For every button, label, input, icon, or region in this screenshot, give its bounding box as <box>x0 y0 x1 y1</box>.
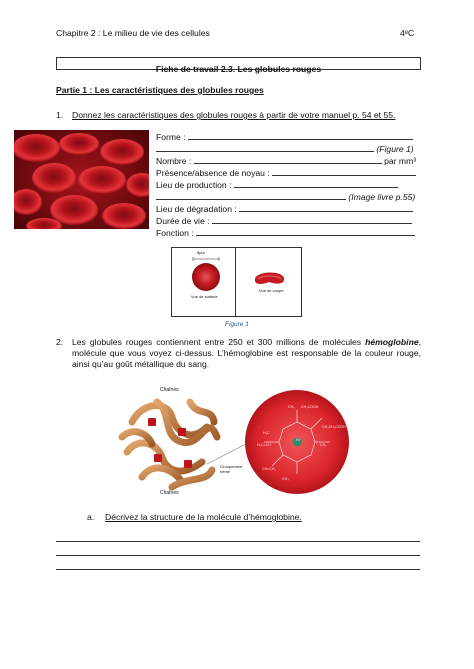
field-nombre <box>156 155 416 167</box>
field-degradation <box>156 203 413 215</box>
field-production <box>156 179 398 191</box>
svg-text:H₂C=CH: H₂C=CH <box>257 443 271 447</box>
figure-1-size-label: 8µm <box>197 250 205 255</box>
field-noyau <box>156 167 416 179</box>
field-forme-line[interactable] <box>188 131 413 140</box>
field-duree-label: Durée de vie : <box>156 216 210 226</box>
svg-text:CH₃: CH₃ <box>282 477 289 481</box>
hemoglobin-label-group: Groupement hème <box>220 464 243 474</box>
figure-1-cells <box>172 248 302 316</box>
field-degradation-line[interactable] <box>239 203 413 212</box>
field-noyau-line[interactable] <box>272 167 416 176</box>
question-2-text-after: , molécule que vous voyez ci-dessus. L’hémoglobine est responsable de la couleur rouge, ainsi qu’au goût métallique du sang. <box>72 337 421 369</box>
field-nombre-line[interactable] <box>194 155 382 164</box>
figure1-ref: (Figure 1) <box>376 144 414 154</box>
field-fonction-label: Fonction : <box>156 228 194 238</box>
question-2-emphasis: hémoglobine <box>365 337 419 347</box>
field-fonction <box>156 227 415 239</box>
figure-1 <box>171 247 302 317</box>
svg-text:CH=CH₂: CH=CH₂ <box>262 467 276 471</box>
figure-1-caption: Figure 1 <box>225 321 249 328</box>
field-forme-line-2[interactable] <box>156 143 374 152</box>
field-noyau-label: Présence/absence de noyau : <box>156 168 270 178</box>
svg-text:CH₂CH₂COOH: CH₂CH₂COOH <box>322 425 346 429</box>
hemoglobin-label-top: Chaînes <box>160 387 179 393</box>
field-production-label: Lieu de production : <box>156 180 232 190</box>
answer-line-2[interactable] <box>56 555 420 556</box>
svg-text:H₃C: H₃C <box>263 431 270 435</box>
svg-text:CH₃: CH₃ <box>320 443 327 447</box>
answer-line-1[interactable] <box>56 541 420 542</box>
field-degradation-label: Lieu de dégradation : <box>156 204 237 214</box>
question-1-text: Donnez les caractéristiques des globules rouges à partir de votre manuel p. 54 et 55. <box>72 110 396 120</box>
field-duree <box>156 215 412 227</box>
title-box <box>56 57 421 74</box>
field-production-line-2[interactable] <box>156 191 346 200</box>
page-header-left: Chapitre 2 : Le milieu de vie des cellules <box>56 28 210 38</box>
question-2a-text: Décrivez la structure de la molécule d’hémoglobine. <box>105 512 302 522</box>
image-ref: (Image livre p.55) <box>348 192 416 202</box>
page-header-right: 4ᵉC <box>400 28 415 38</box>
field-fonction-line[interactable] <box>196 227 415 236</box>
page-title: Fiche de travail 2.3. Les globules rouges <box>155 64 322 74</box>
svg-text:Fe: Fe <box>296 438 301 442</box>
hemoglobin-art <box>112 382 362 502</box>
answer-line-3[interactable] <box>56 569 420 570</box>
field-production-line[interactable] <box>234 179 398 188</box>
figure-1-left-caption: Vue de surface <box>191 294 218 299</box>
hemoglobin-label-bottom: Chaînes <box>160 490 179 496</box>
red-blood-cells-photo-art <box>14 130 149 229</box>
field-forme-label: Forme : <box>156 132 186 142</box>
question-2-paragraph <box>72 337 421 370</box>
question-2a-letter: a. <box>87 512 95 522</box>
question-2-text-before: Les globules rouges contiennent entre 250 et 300 millions de molécules <box>72 337 366 347</box>
field-production-cont <box>156 191 415 203</box>
field-nombre-label: Nombre : <box>156 156 192 166</box>
field-forme <box>156 131 413 143</box>
red-blood-cells-photo <box>14 130 149 229</box>
svg-text:CH₃: CH₃ <box>288 405 295 409</box>
svg-text:CH₂COOH: CH₂COOH <box>301 405 319 409</box>
part1-heading: Partie 1 : Les caractéristiques des globules rouges <box>56 85 264 95</box>
field-forme-cont <box>156 143 414 155</box>
hemoglobin-illustration <box>112 382 362 502</box>
figure-1-right-caption: Vue de coupe <box>259 288 284 293</box>
question-1-number: 1. <box>56 110 64 120</box>
per-mm3-label: par mm³ <box>384 156 417 166</box>
question-2-number: 2. <box>56 337 64 347</box>
field-duree-line[interactable] <box>212 215 412 224</box>
